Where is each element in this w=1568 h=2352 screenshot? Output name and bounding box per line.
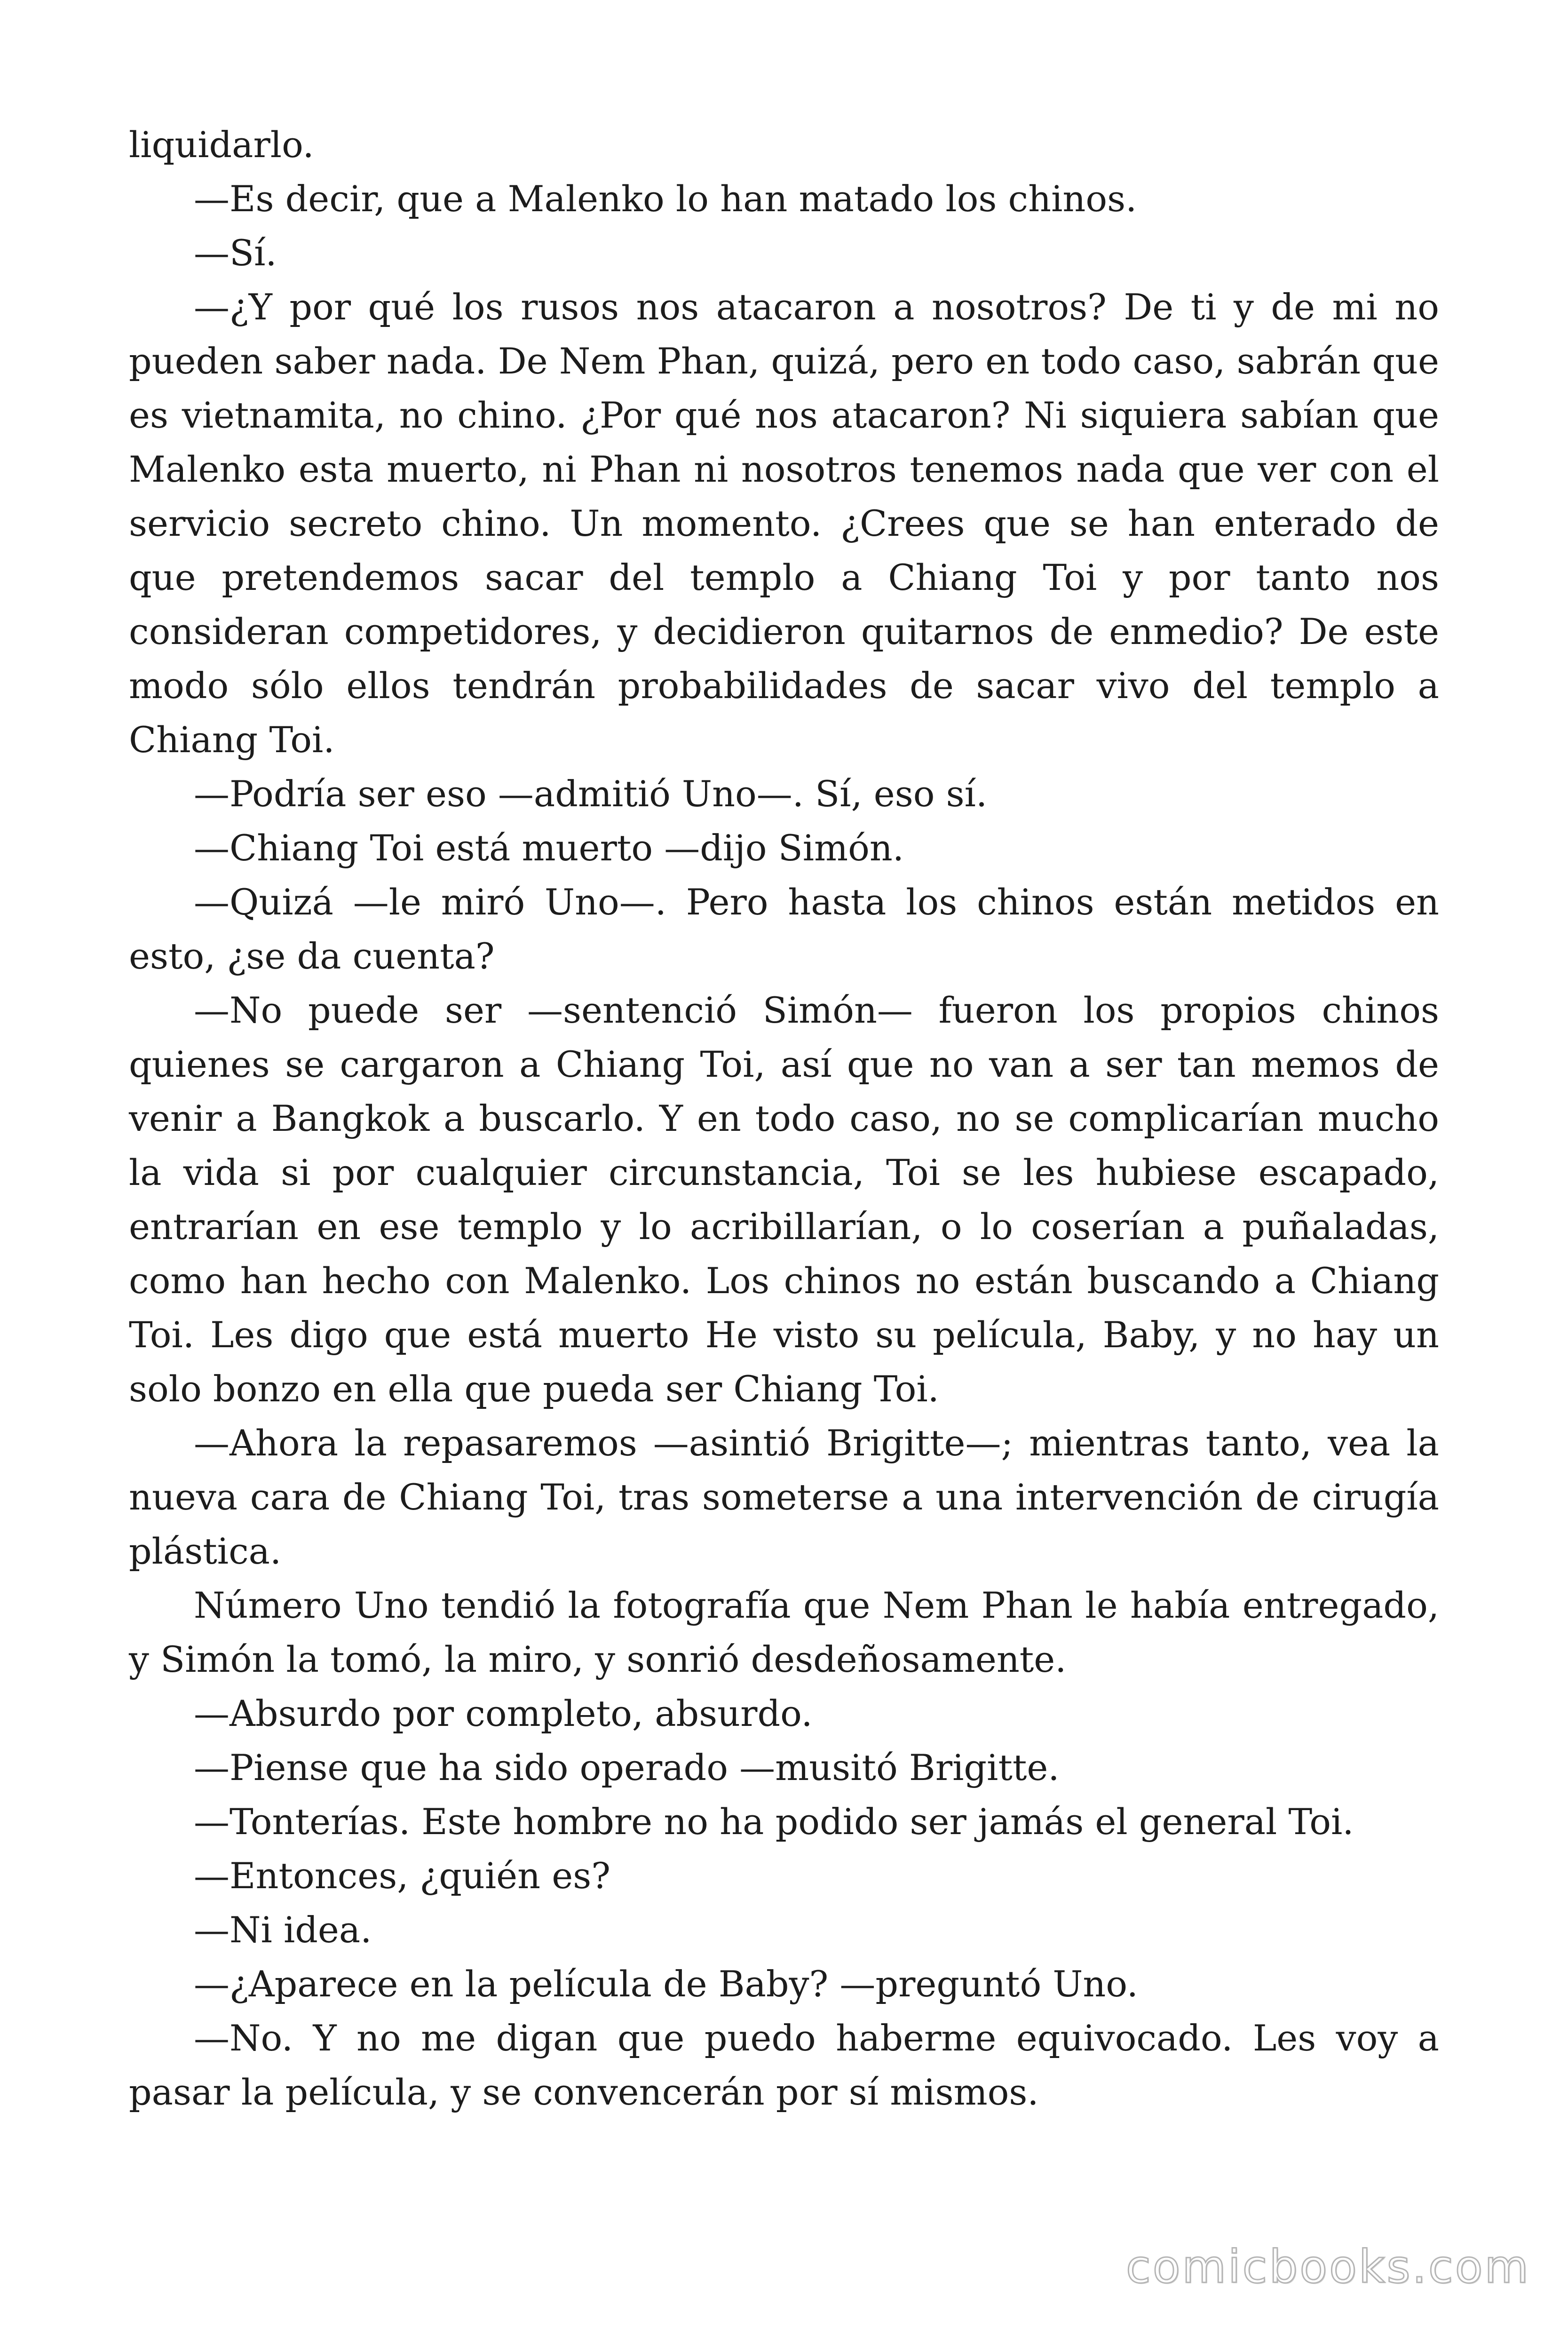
paragraph: —¿Aparece en la película de Baby? —preguntó Uno. bbox=[194, 1963, 1138, 2005]
paragraph: —Chiang Toi está muerto —dijo Simón. bbox=[194, 827, 904, 869]
paragraph: —No. Y no me digan que puedo haberme equivocado. Les voy a pasar la película, y se convencerán por sí mismos. bbox=[129, 2017, 1439, 2113]
paragraph: —Tonterías. Este hombre no ha podido ser jamás el general Toi. bbox=[194, 1801, 1354, 1843]
paragraph: —¿Y por qué los rusos nos atacaron a nosotros? De ti y de mi no pueden saber nada. De Nem Phan, quizá, pero en todo caso, sabrán que es vietnamita, no chino. ¿Por qué nos atacaron? Ni siquiera sabían que Malenko esta muerto, ni Phan ni nosotros tenemos nada que ver con el servicio secreto chino. Un momento. ¿Crees que se han enterado de que pretendemos sacar del templo a Chiang Toi y por tanto nos consideran competidores, y decidieron quitarnos de enmedio? De este modo sólo ellos tendrán probabilidades de sacar vivo del templo a Chiang Toi. bbox=[129, 286, 1439, 761]
paragraph: —Podría ser eso —admitió Uno—. Sí, eso sí. bbox=[194, 773, 988, 815]
watermark: comicbooks.com bbox=[1125, 2241, 1530, 2293]
paragraph: —Quizá —le miró Uno—. Pero hasta los chinos están metidos en esto, ¿se da cuenta? bbox=[129, 881, 1439, 977]
document-page bbox=[129, 118, 1439, 2119]
paragraph: —Entonces, ¿quién es? bbox=[194, 1855, 610, 1897]
paragraph: —No puede ser —sentenció Simón— fueron los propios chinos quienes se cargaron a Chiang Toi, así que no van a ser tan memos de venir a Bangkok a buscarlo. Y en todo caso, no se complicarían mucho la vida si por cualquier circunstancia, Toi se les hubiese escapado, entrarían en ese templo y lo acribillarían, o lo coserían a puñaladas, como han hecho con Malenko. Los chinos no están buscando a Chiang Toi. Les digo que está muerto He visto su película, Baby, y no hay un solo bonzo en ella que pueda ser Chiang Toi. bbox=[129, 989, 1439, 1410]
paragraph: —Absurdo por completo, absurdo. bbox=[194, 1692, 813, 1734]
paragraph: liquidarlo. bbox=[129, 124, 314, 166]
paragraph: —Ni idea. bbox=[194, 1909, 372, 1951]
paragraph: —Ahora la repasaremos —asintió Brigitte—; mientras tanto, vea la nueva cara de Chiang Toi, tras someterse a una intervención de cirugía plástica. bbox=[129, 1422, 1439, 1572]
paragraph: —Piense que ha sido operado —musitó Brigitte. bbox=[194, 1747, 1060, 1788]
paragraph: Número Uno tendió la fotografía que Nem Phan le había entregado, y Simón la tomó, la miro, y sonrió desdeñosamente. bbox=[129, 1584, 1439, 1680]
paragraph: —Es decir, que a Malenko lo han matado los chinos. bbox=[194, 178, 1137, 220]
paragraph: —Sí. bbox=[194, 232, 277, 274]
